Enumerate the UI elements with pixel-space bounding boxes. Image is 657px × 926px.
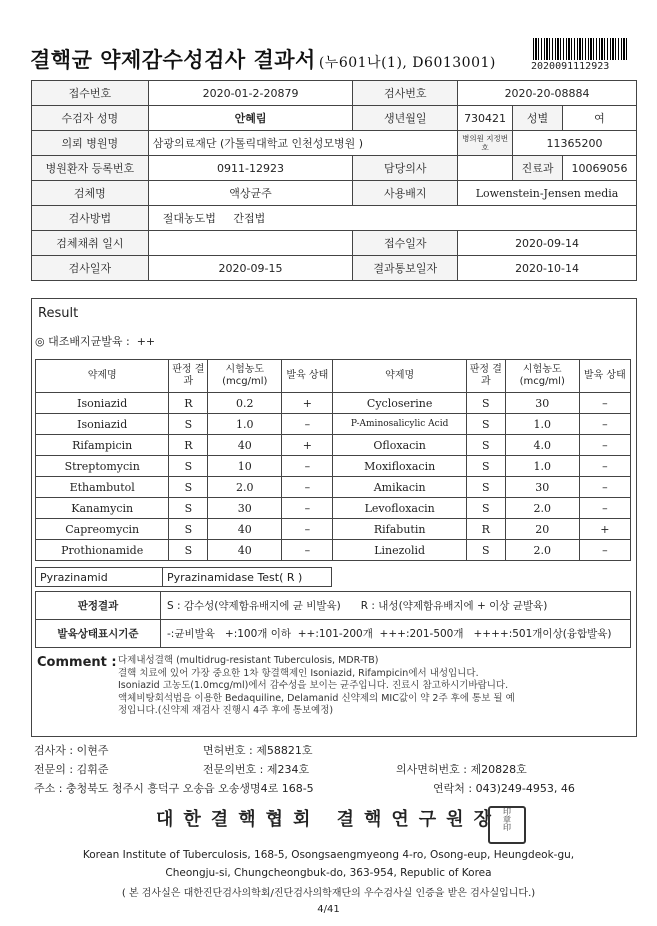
- table-cell: –: [579, 393, 630, 414]
- info-label: 의뢰 병원명: [32, 131, 149, 156]
- info-label: 병의원 지정번호: [458, 131, 513, 156]
- info-label: 생년월일: [353, 106, 458, 131]
- table-cell: Amikacin: [333, 477, 466, 498]
- table-row: [36, 435, 631, 456]
- table-row: [36, 414, 631, 435]
- table-cell: –: [282, 456, 333, 477]
- method-value: 절대농도법 간접법: [148, 206, 636, 231]
- doctor-license: 의사면허번호 : 제20828호: [396, 763, 527, 776]
- table-cell: –: [282, 498, 333, 519]
- table-cell: –: [579, 477, 630, 498]
- table-cell: 1.0: [505, 456, 579, 477]
- result-title: Result: [38, 306, 79, 321]
- info-label: 진료과: [513, 156, 563, 181]
- legend-table: [35, 591, 631, 648]
- table-cell: S: [169, 456, 208, 477]
- table-cell: Ethambutol: [36, 477, 169, 498]
- comment-text: 다제내성결핵 (multidrug-resistant Tuberculosis, MDR-TB) 결핵 치료에 있어 가장 중요한 1차 항결핵제인 Isoniazid, Rifampicin에서 내성입니다. Isoniazid 고농도(1.0mcg/ml)에서 감수성을 보이는 균주입니다. 진료시 참고하시기바랍니다. 액체비탕회석법을 이용한 Bedaquiline, Delamanid 신약제의 MIC값이 약 2주 후에 통보 될 예 정입니다.(신약제 재검사 진행시 4주 후에 통보예정): [118, 655, 515, 716]
- department-value: 10069056: [562, 156, 636, 181]
- table-cell: Moxifloxacin: [333, 456, 466, 477]
- info-row: [32, 256, 637, 281]
- table-cell: –: [579, 414, 630, 435]
- table-row: [36, 519, 631, 540]
- registration-number: 0911-12923: [148, 156, 353, 181]
- pza-value: Pyrazinamidase Test( R ): [163, 568, 332, 587]
- barcode-number: 2020091112923: [531, 61, 610, 72]
- table-cell: 40: [208, 519, 282, 540]
- info-label: 검체명: [32, 181, 149, 206]
- table-cell: 30: [505, 477, 579, 498]
- table-cell: –: [282, 477, 333, 498]
- table-cell: Levofloxacin: [333, 498, 466, 519]
- table-cell: +: [282, 435, 333, 456]
- info-label: 사용배지: [353, 181, 458, 206]
- table-cell: Isoniazid: [36, 393, 169, 414]
- table-cell: R: [169, 393, 208, 414]
- header-growth: 발육 상태: [282, 360, 333, 393]
- specimen-value: 액상균주: [148, 181, 353, 206]
- specialist-license: 전문의번호 : 제234호: [203, 763, 310, 776]
- patient-info-table: [31, 80, 637, 281]
- table-cell: Linezolid: [333, 540, 466, 561]
- table-cell: 2.0: [505, 540, 579, 561]
- collection-date: [148, 231, 353, 256]
- table-cell: –: [579, 435, 630, 456]
- header-judge: 판정 결과: [169, 360, 208, 393]
- info-label: 수검자 성명: [32, 106, 149, 131]
- table-cell: S: [466, 456, 505, 477]
- info-label: 검사일자: [32, 256, 149, 281]
- info-label: 접수번호: [32, 81, 149, 106]
- header-drug: 약제명: [36, 360, 169, 393]
- table-row: [36, 540, 631, 561]
- pza-label: Pyrazinamid: [36, 568, 163, 587]
- table-cell: 1.0: [505, 414, 579, 435]
- table-cell: S: [466, 498, 505, 519]
- hospital-number: 11365200: [513, 131, 637, 156]
- table-cell: +: [282, 393, 333, 414]
- page-number: 4/41: [317, 904, 340, 915]
- info-label: 접수일자: [353, 231, 458, 256]
- sex-value: 여: [562, 106, 636, 131]
- info-value: 2020-20-08884: [458, 81, 637, 106]
- table-cell: 1.0: [208, 414, 282, 435]
- table-cell: Streptomycin: [36, 456, 169, 477]
- table-cell: –: [579, 456, 630, 477]
- comment-label: Comment :: [37, 655, 117, 670]
- info-label: 병원환자 등록번호: [32, 156, 149, 181]
- document-code: (누601나(1), D6013001): [318, 55, 496, 71]
- susceptibility-table: [35, 359, 631, 561]
- table-cell: Cycloserine: [333, 393, 466, 414]
- examiner-license: 면허번호 : 제58821호: [203, 744, 313, 757]
- barcode: [533, 38, 628, 60]
- header-conc: 시험농도 (mcg/ml): [505, 360, 579, 393]
- table-cell: S: [466, 540, 505, 561]
- table-cell: –: [282, 540, 333, 561]
- table-cell: Rifabutin: [333, 519, 466, 540]
- growth-standard-text: -:균비발육 +:100개 이하 ++:101-200개 +++:201-500개 ++++:501개이상(융합발육): [161, 620, 631, 648]
- organization-name: 대한결핵협회 결핵연구원장: [156, 809, 501, 830]
- address-english-line1: Korean Institute of Tuberculosis, 168-5, Osongsaengmyeong 4-ro, Osong-eup, Heungdeok-gu,: [82, 849, 575, 861]
- table-cell: 10: [208, 456, 282, 477]
- test-date: 2020-09-15: [148, 256, 353, 281]
- receipt-date: 2020-09-14: [458, 231, 637, 256]
- info-row: [32, 206, 637, 231]
- info-label: 검사번호: [353, 81, 458, 106]
- info-label: 성별: [513, 106, 563, 131]
- table-cell: –: [282, 519, 333, 540]
- info-label: 담당의사: [353, 156, 458, 181]
- address: 주소 : 충청북도 청주시 흥덕구 오송읍 오송생명4로 168-5: [34, 782, 314, 795]
- header-drug: 약제명: [333, 360, 466, 393]
- table-cell: 30: [505, 393, 579, 414]
- table-cell: 30: [208, 498, 282, 519]
- address-english-line2: Cheongju-si, Chungcheongbuk-do, 363-954, Republic of Korea: [165, 867, 492, 879]
- phone: 연락처 : 043)249-4953, 46: [433, 782, 575, 795]
- table-cell: +: [579, 519, 630, 540]
- table-cell: 2.0: [208, 477, 282, 498]
- table-cell: 40: [208, 540, 282, 561]
- table-cell: Rifampicin: [36, 435, 169, 456]
- judgement-text: S : 감수성(약제함유배지에 균 비발육) R : 내성(약제함유배지에 + 이상 균발육): [161, 592, 631, 620]
- header-growth: 발육 상태: [579, 360, 630, 393]
- table-row: [36, 456, 631, 477]
- header-conc: 시험농도 (mcg/ml): [208, 360, 282, 393]
- table-cell: S: [169, 540, 208, 561]
- hospital-name: 삼광의료재단 (가톨릭대학교 인천성모병원 ): [148, 131, 457, 156]
- judgement-label: 판정결과: [36, 592, 161, 620]
- patient-name: 안혜림: [148, 106, 353, 131]
- table-cell: 40: [208, 435, 282, 456]
- table-row: [36, 477, 631, 498]
- examiner: 검사자 : 이현주: [34, 744, 109, 757]
- specialist: 전문의 : 김휘준: [34, 763, 109, 776]
- certification-notice: ( 본 검사실은 대한진단검사의학회/진단검사의학재단의 우수검사실 인증을 받은 검사실입니다.): [121, 888, 536, 899]
- table-cell: S: [169, 498, 208, 519]
- table-cell: S: [466, 414, 505, 435]
- document-title: 결핵균 약제감수성검사 결과서 (누601나(1), D6013001): [30, 47, 496, 72]
- table-header: [36, 360, 631, 393]
- table-cell: P-Aminosalicylic Acid: [333, 414, 466, 435]
- table-cell: Prothionamide: [36, 540, 169, 561]
- official-seal: 印 章 印: [488, 806, 526, 844]
- table-cell: R: [466, 519, 505, 540]
- info-row: [32, 106, 637, 131]
- table-cell: S: [169, 519, 208, 540]
- header-judge: 판정 결과: [466, 360, 505, 393]
- table-cell: Capreomycin: [36, 519, 169, 540]
- info-row: [32, 156, 637, 181]
- table-cell: S: [466, 435, 505, 456]
- growth-standard-label: 발육상태표시기준: [36, 620, 161, 648]
- table-cell: –: [282, 414, 333, 435]
- table-cell: S: [169, 414, 208, 435]
- info-row: [32, 131, 637, 156]
- table-cell: –: [579, 498, 630, 519]
- table-cell: 2.0: [505, 498, 579, 519]
- info-value: 2020-01-2-20879: [148, 81, 353, 106]
- table-cell: 4.0: [505, 435, 579, 456]
- table-cell: S: [466, 477, 505, 498]
- table-cell: R: [169, 435, 208, 456]
- birth-date: 730421: [458, 106, 513, 131]
- table-cell: –: [579, 540, 630, 561]
- info-label: 결과통보일자: [353, 256, 458, 281]
- report-date: 2020-10-14: [458, 256, 637, 281]
- table-cell: S: [466, 393, 505, 414]
- info-row: [32, 231, 637, 256]
- info-label: 검사방법: [32, 206, 149, 231]
- table-cell: Isoniazid: [36, 414, 169, 435]
- control-growth: ◎ 대조배지균발육 : ++: [35, 335, 156, 348]
- table-row: [36, 498, 631, 519]
- media-value: Lowenstein-Jensen media: [458, 181, 637, 206]
- table-cell: 0.2: [208, 393, 282, 414]
- info-row: [32, 81, 637, 106]
- table-cell: 20: [505, 519, 579, 540]
- table-row: [36, 393, 631, 414]
- info-label: 검체채취 일시: [32, 231, 149, 256]
- table-cell: S: [169, 477, 208, 498]
- pyrazinamide-table: [35, 567, 332, 587]
- info-row: [32, 181, 637, 206]
- doctor-value: [458, 156, 513, 181]
- table-cell: Ofloxacin: [333, 435, 466, 456]
- table-cell: Kanamycin: [36, 498, 169, 519]
